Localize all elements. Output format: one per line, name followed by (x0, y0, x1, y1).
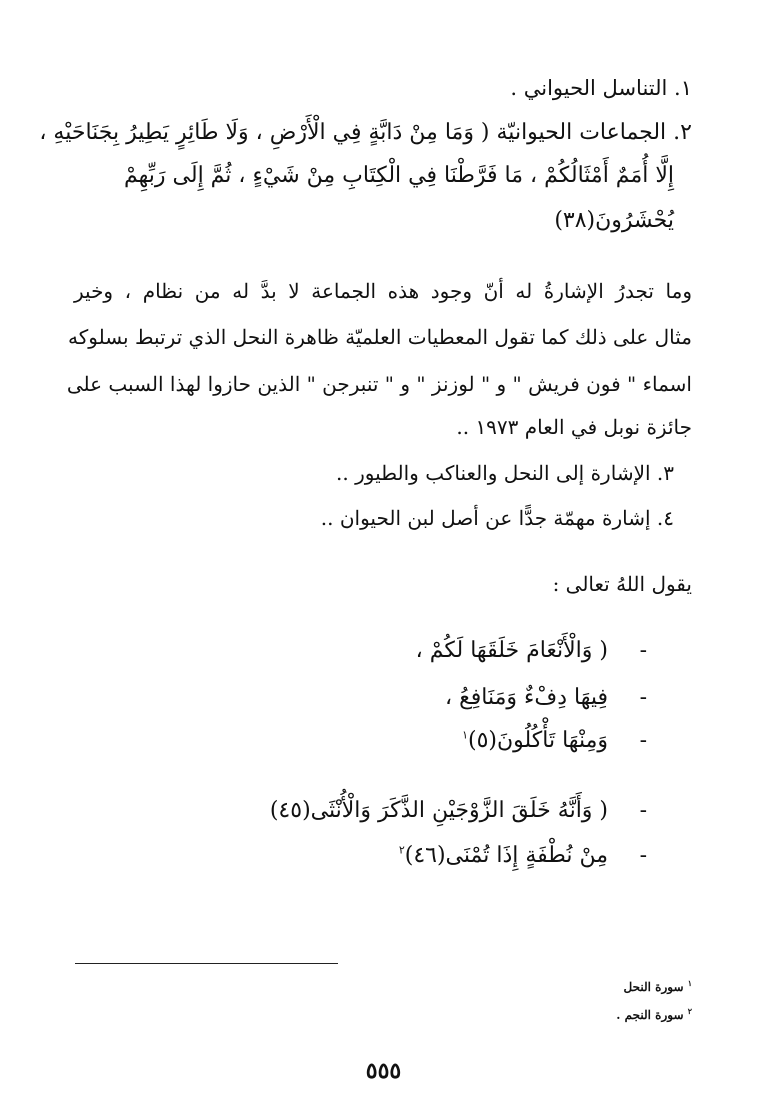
verse-text: ( وَالْأَنْعَامَ خَلَقَهَا لَكُمْ ، (415, 638, 608, 663)
page-number: ٥٥٥ (365, 1058, 402, 1084)
verse-text: مِنْ نُطْفَةٍ إِذَا تُمْنَى(٤٦) (404, 843, 608, 868)
paragraph-line-2: مثال على ذلك كما تقول المعطيات العلميّة ظاهرة النحل الذي ترتبط بسلوكه (68, 325, 692, 349)
verse-dash: - (639, 638, 647, 663)
verse-text: ( وَأَنَّهُ خَلَقَ الزَّوْجَيْنِ الذَّكَرَ وَالْأُنْثَى(٤٥) (269, 798, 608, 823)
footnote-2-text: سورة النجم . (616, 1008, 684, 1022)
footnote-divider (75, 963, 338, 964)
footnote-2-marker: ٢ (687, 1006, 692, 1016)
list-item-2-line-2: إِلَّا أُمَمٌ أَمْثَالُكُمْ ، مَا فَرَّطْنَا فِي الْكِتَابِ مِنْ شَيْءٍ ، ثُمَّ إِلَى رَبِّهِمْ (124, 163, 674, 188)
verse-line (270, 798, 647, 824)
verse-dash: - (639, 843, 647, 868)
footnote-1-text: سورة النحل (623, 980, 684, 994)
verse-dash: - (639, 798, 647, 823)
footnote-2 (616, 1006, 692, 1022)
footnote-1 (624, 978, 692, 994)
verse-text: فِيهَا دِفْءٌ وَمَنَافِعُ ، (444, 685, 608, 710)
verse-line (399, 843, 647, 869)
verse-line (416, 638, 647, 664)
verse-text: وَمِنْهَا تَأْكُلُونَ(٥) (468, 728, 608, 753)
footnote-marker: ١ (462, 728, 468, 742)
list-item-2-line-3: يُحْشَرُونَ(٣٨) (554, 208, 674, 233)
verse-dash: - (639, 685, 647, 710)
list-item-1: ١. التناسل الحيواني . (510, 76, 692, 100)
footnote-marker: ٢ (398, 843, 405, 857)
paragraph-line-3: اسماء " فون فريش " و " لوزنز " و " تنبرجن " الذين حازوا لهذا السبب على (66, 372, 692, 396)
verse-line (462, 728, 647, 754)
list-item-4: ٤. إشارة مهمّة جدًّا عن أصل لبن الحيوان .. (320, 506, 674, 530)
paragraph-line-4: جائزة نوبل في العام ١٩٧٣ .. (456, 415, 692, 439)
verse-intro: يقول اللهُ تعالى : (552, 572, 692, 596)
verse-dash: - (639, 728, 647, 753)
footnote-1-marker: ١ (687, 978, 692, 988)
paragraph-line-1: وما تجدرُ الإشارةُ له أنّ وجود هذه الجماعة لا بدَّ له من نظام ، وخير (74, 279, 692, 303)
list-item-3: ٣. الإشارة إلى النحل والعناكب والطيور .. (336, 461, 674, 485)
list-item-2-line-1: ٢. الجماعات الحيوانيّة ( وَمَا مِنْ دَابَّةٍ فِي الْأَرْضِ ، وَلَا طَائِرٍ يَطِيرُ بِجَنَاحَيْهِ ، (39, 120, 692, 145)
verse-line (445, 685, 647, 711)
